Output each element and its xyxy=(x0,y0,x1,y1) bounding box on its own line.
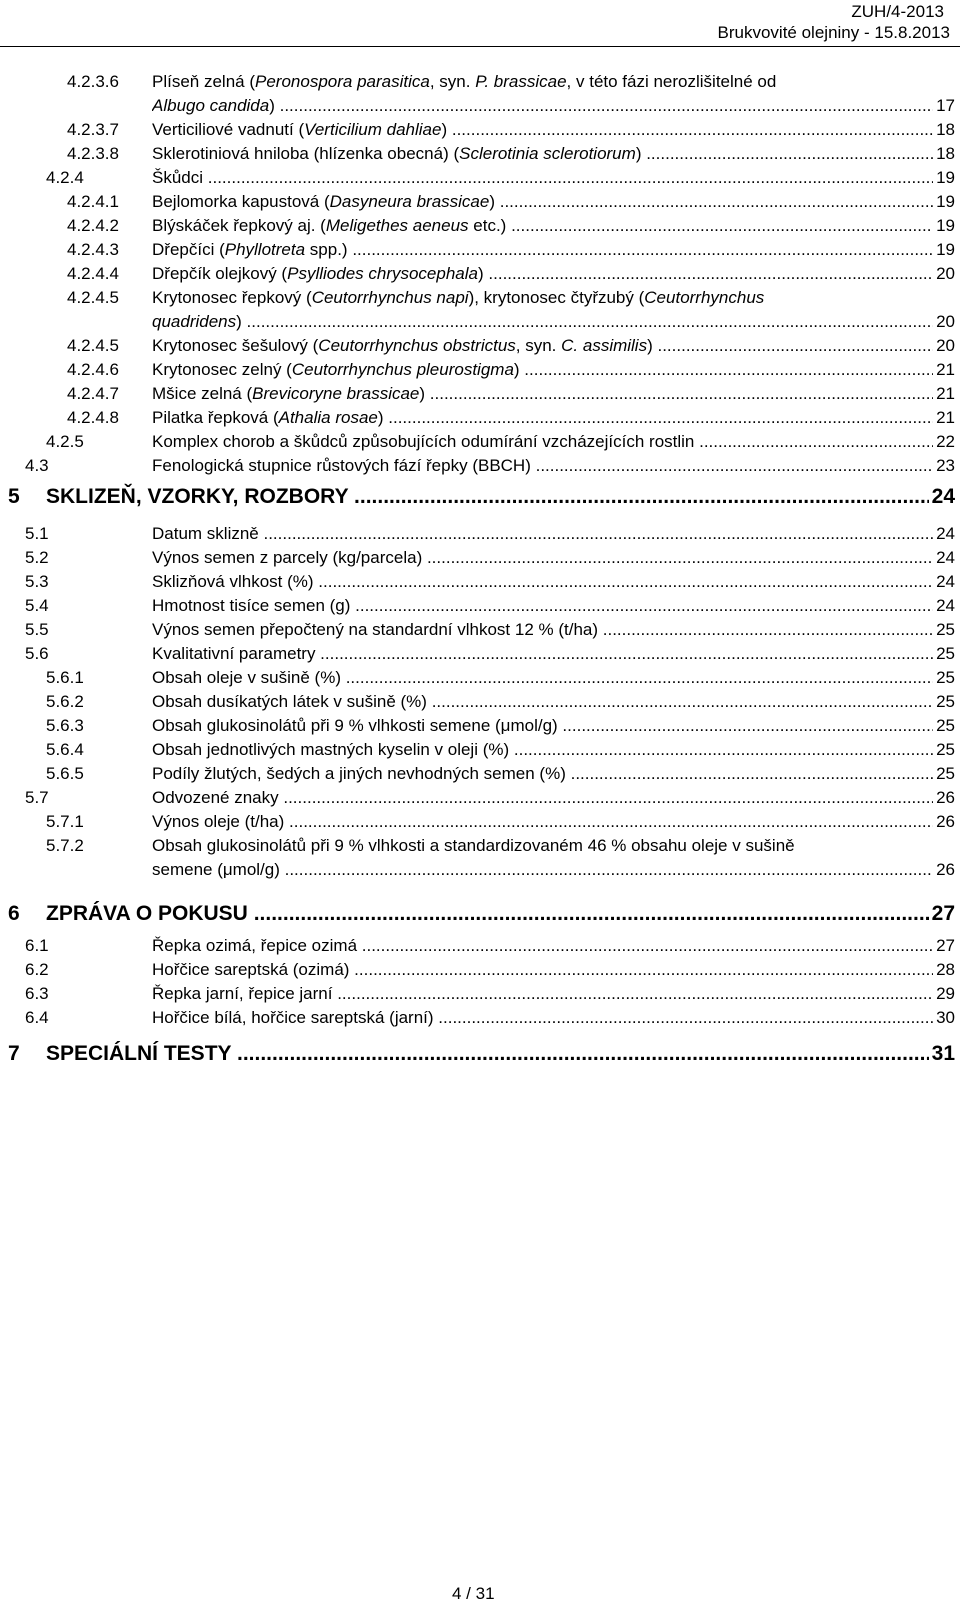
document-subtitle: Brukvovité olejniny - 15.8.2013 xyxy=(717,23,950,42)
entry-text-segment: ZPRÁVA O POKUSU xyxy=(46,902,248,925)
entry-text-segment: ) xyxy=(377,408,384,427)
header-divider xyxy=(0,46,960,47)
entry-number: 6.3 xyxy=(25,984,49,1003)
toc-entry[interactable] xyxy=(0,738,960,762)
entry-page: 19 xyxy=(933,214,955,238)
entry-title xyxy=(152,454,955,478)
entry-text-segment: Škůdci xyxy=(152,168,204,187)
entry-page: 25 xyxy=(933,690,955,714)
entry-text-segment: SPECIÁLNÍ TESTY xyxy=(46,1042,232,1065)
entry-page: 25 xyxy=(933,738,955,762)
entry-number: 4.2.3.6 xyxy=(67,72,119,91)
entry-page: 18 xyxy=(933,142,955,166)
entry-number: 5.7.2 xyxy=(46,836,84,855)
entry-number: 6 xyxy=(8,902,20,925)
entry-number: 5.7 xyxy=(25,788,49,807)
entry-number: 4.2.4.1 xyxy=(67,192,119,211)
entry-text-segment: Bejlomorka kapustová ( xyxy=(152,192,330,211)
entry-text-segment: ), krytonosec čtyřzubý ( xyxy=(468,288,645,307)
entry-title xyxy=(152,618,955,642)
entry-number: 6.4 xyxy=(25,1008,49,1027)
entry-number: 4.3 xyxy=(25,456,49,475)
toc-entry[interactable] xyxy=(0,900,960,928)
entry-title xyxy=(152,714,955,738)
entry-page: 20 xyxy=(933,262,955,286)
entry-title xyxy=(152,570,955,594)
entry-text-segment: ) xyxy=(635,144,642,163)
entry-title xyxy=(152,238,955,262)
entry-number: 5.6 xyxy=(25,644,49,663)
toc-entry[interactable] xyxy=(0,334,960,358)
entry-text-segment: Výnos semen přepočtený na standardní vlhkost 12 % (t/ha) xyxy=(152,620,599,639)
entry-title xyxy=(152,262,955,286)
entry-text-segment: spp.) xyxy=(305,240,348,259)
entry-number: 5.6.2 xyxy=(46,692,84,711)
toc-entry[interactable] xyxy=(0,406,960,430)
entry-text-segment: Výnos semen z parcely (kg/parcela) xyxy=(152,548,423,567)
entry-number: 5.3 xyxy=(25,572,49,591)
entry-text-segment: Blýskáček řepkový aj. ( xyxy=(152,216,326,235)
toc-entry[interactable] xyxy=(0,934,960,958)
toc-entry[interactable] xyxy=(0,70,960,118)
entry-text-segment: Obsah dusíkatých látek v sušině (%) xyxy=(152,692,427,711)
entry-text-segment: Phyllotreta xyxy=(224,240,306,259)
toc-entry[interactable] xyxy=(0,834,960,882)
entry-text-segment: C. assimilis xyxy=(561,336,648,355)
entry-page: 27 xyxy=(933,934,955,958)
entry-number: 5.6.3 xyxy=(46,716,84,735)
toc-entry[interactable] xyxy=(0,238,960,262)
entry-number: 5.4 xyxy=(25,596,49,615)
entry-text-segment: Komplex chorob a škůdců způsobujících odumírání vzcházejících rostlin xyxy=(152,432,695,451)
entry-text-segment: Athalia rosae xyxy=(278,408,378,427)
entry-text-segment: Datum sklizně xyxy=(152,524,259,543)
entry-number: 4.2.5 xyxy=(46,432,84,451)
entry-page: 17 xyxy=(933,94,955,118)
entry-number: 5.7.1 xyxy=(46,812,84,831)
entry-title xyxy=(152,690,955,714)
entry-text-segment: Krytonosec zelný ( xyxy=(152,360,292,379)
entry-text-segment: Odvozené znaky xyxy=(152,788,279,807)
toc-entry[interactable] xyxy=(0,214,960,238)
toc-entry[interactable] xyxy=(0,262,960,286)
toc-entry[interactable] xyxy=(0,166,960,190)
entry-number: 6.2 xyxy=(25,960,49,979)
toc-entry[interactable] xyxy=(0,382,960,406)
entry-text-segment: Sclerotinia sclerotiorum xyxy=(459,144,636,163)
entry-number: 7 xyxy=(8,1042,20,1065)
entry-page: 25 xyxy=(933,618,955,642)
entry-number: 6.1 xyxy=(25,936,49,955)
entry-page: 26 xyxy=(933,810,955,834)
entry-text-segment: Obsah jednotlivých mastných kyselin v oleji (%) xyxy=(152,740,510,759)
entry-text-segment: Pilatka řepková ( xyxy=(152,408,279,427)
toc-entry[interactable] xyxy=(0,666,960,690)
entry-page: 30 xyxy=(933,1006,955,1030)
toc-entry[interactable] xyxy=(0,642,960,666)
toc-entry[interactable] xyxy=(0,714,960,738)
entry-title xyxy=(152,642,955,666)
entry-page: 19 xyxy=(933,166,955,190)
entry-number: 5.2 xyxy=(25,548,49,567)
entry-title xyxy=(152,190,955,214)
entry-page: 24 xyxy=(933,522,955,546)
entry-text-segment: P. brassicae xyxy=(475,72,567,91)
entry-title xyxy=(152,334,955,358)
entry-text-segment: Hmotnost tisíce semen (g) xyxy=(152,596,351,615)
entry-title xyxy=(152,786,955,810)
entry-text-segment: ) xyxy=(269,96,275,115)
toc-entry[interactable] xyxy=(0,618,960,642)
entry-number: 5.6.4 xyxy=(46,740,84,759)
toc-entry[interactable] xyxy=(0,546,960,570)
entry-title xyxy=(152,358,955,382)
toc-entry[interactable] xyxy=(0,570,960,594)
entry-page: 26 xyxy=(933,858,955,882)
entry-text-segment: Kvalitativní parametry xyxy=(152,644,316,663)
entry-page: 25 xyxy=(933,714,955,738)
entry-page: 21 xyxy=(933,406,955,430)
entry-page: 21 xyxy=(933,382,955,406)
entry-page: 19 xyxy=(933,238,955,262)
entry-text-segment: Psylliodes chrysocephala xyxy=(287,264,478,283)
entry-page: 25 xyxy=(933,762,955,786)
entry-number: 4.2.4.8 xyxy=(67,408,119,427)
entry-number: 4.2.4.5 xyxy=(67,336,119,355)
entry-title xyxy=(46,483,955,511)
entry-page: 23 xyxy=(933,454,955,478)
entry-number: 5.1 xyxy=(25,524,49,543)
entry-number: 5.6.1 xyxy=(46,668,84,687)
entry-page: 25 xyxy=(933,642,955,666)
entry-page: 29 xyxy=(933,982,955,1006)
entry-text-segment: ) xyxy=(647,336,653,355)
entry-text-segment: Fenologická stupnice růstových fází řepky (BBCH) xyxy=(152,456,531,475)
toc-entry[interactable] xyxy=(0,358,960,382)
toc-entry[interactable] xyxy=(0,454,960,478)
entry-text-segment: Meligethes aeneus xyxy=(325,216,469,235)
toc-entry[interactable] xyxy=(0,690,960,714)
entry-page: 27 xyxy=(929,900,955,928)
entry-title xyxy=(152,166,955,190)
entry-title xyxy=(152,762,955,786)
entry-text-segment: , syn. xyxy=(429,72,476,91)
entry-page: 31 xyxy=(929,1040,955,1068)
entry-page: 19 xyxy=(933,190,955,214)
entry-page: 24 xyxy=(929,483,955,511)
entry-text-segment: Podíly žlutých, šedých a jiných nevhodných semen (%) xyxy=(152,764,566,783)
toc-entry[interactable] xyxy=(0,958,960,982)
toc-entry[interactable] xyxy=(0,1040,960,1068)
entry-text-segment: ) xyxy=(236,312,242,331)
entry-page: 18 xyxy=(933,118,955,142)
entry-title xyxy=(152,810,955,834)
toc-entry[interactable] xyxy=(0,594,960,618)
document-code: ZUH/4-2013 xyxy=(851,2,944,21)
entry-number: 4.2.4.2 xyxy=(67,216,119,235)
entry-text-segment: ) xyxy=(419,384,426,403)
entry-text-segment: Hořčice bílá, hořčice sareptská (jarní) xyxy=(152,1008,434,1027)
toc-entry[interactable] xyxy=(0,1006,960,1030)
entry-text-segment: etc.) xyxy=(468,216,507,235)
entry-title xyxy=(152,286,955,310)
entry-page: 28 xyxy=(933,958,955,982)
entry-page: 21 xyxy=(933,358,955,382)
entry-text-segment: semene (μmol/g) xyxy=(152,860,280,879)
entry-title-continued xyxy=(152,310,955,334)
entry-title-continued xyxy=(152,858,955,882)
entry-text-segment: Plíseň zelná ( xyxy=(152,72,255,91)
toc-entry[interactable] xyxy=(0,762,960,786)
entry-title xyxy=(152,546,955,570)
entry-text-segment: Ceutorrhynchus napi xyxy=(311,288,469,307)
entry-text-segment: quadridens xyxy=(152,312,237,331)
entry-text-segment: Řepka ozimá, řepice ozimá xyxy=(152,936,358,955)
entry-title xyxy=(152,214,955,238)
entry-title xyxy=(152,382,955,406)
entry-text-segment: Ceutorrhynchus pleurostigma xyxy=(291,360,514,379)
entry-title xyxy=(152,1006,955,1030)
entry-text-segment: , syn. xyxy=(515,336,562,355)
toc-entry[interactable] xyxy=(0,810,960,834)
entry-page: 26 xyxy=(933,786,955,810)
toc-entry[interactable] xyxy=(0,430,960,454)
entry-title xyxy=(46,1040,955,1068)
entry-page: 24 xyxy=(933,570,955,594)
entry-text-segment: ) xyxy=(513,360,520,379)
entry-number: 4.2.4 xyxy=(46,168,84,187)
toc-entry[interactable] xyxy=(0,190,960,214)
entry-text-segment: Dřepčík olejkový ( xyxy=(152,264,288,283)
entry-text-segment: Mšice zelná ( xyxy=(152,384,253,403)
entry-number: 4.2.4.4 xyxy=(67,264,119,283)
page-number: 4 / 31 xyxy=(452,1584,495,1603)
entry-text-segment: Sklizňová vlhkost (%) xyxy=(152,572,314,591)
entry-text-segment: Obsah glukosinolátů při 9 % vlhkosti a standardizovaném 46 % obsahu oleje v sušině xyxy=(152,836,795,855)
entry-text-segment: Výnos oleje (t/ha) xyxy=(152,812,285,831)
entry-text-segment: Hořčice sareptská (ozimá) xyxy=(152,960,350,979)
entry-number: 5.6.5 xyxy=(46,764,84,783)
entry-number: 4.2.3.8 xyxy=(67,144,119,163)
entry-text-segment: Brevicoryne brassicae xyxy=(252,384,420,403)
entry-text-segment: Verticilium dahliae xyxy=(304,120,442,139)
entry-text-segment: ) xyxy=(489,192,496,211)
entry-page: 20 xyxy=(933,334,955,358)
entry-text-segment: Verticiliové vadnutí ( xyxy=(152,120,305,139)
entry-text-segment: Dasyneura brassicae xyxy=(329,192,490,211)
entry-title xyxy=(152,406,955,430)
entry-title xyxy=(152,666,955,690)
entry-number: 4.2.4.7 xyxy=(67,384,119,403)
toc-entry[interactable] xyxy=(0,286,960,334)
entry-title xyxy=(152,834,955,858)
entry-number: 4.2.4.5 xyxy=(67,288,119,307)
entry-page: 24 xyxy=(933,546,955,570)
toc-entry[interactable] xyxy=(0,483,960,511)
entry-text-segment: Řepka jarní, řepice jarní xyxy=(152,984,333,1003)
entry-text-segment: Ceutorrhynchus xyxy=(644,288,765,307)
entry-title xyxy=(152,958,955,982)
entry-title xyxy=(152,142,955,166)
entry-title xyxy=(152,118,955,142)
entry-text-segment: Peronospora parasitica xyxy=(255,72,430,91)
entry-page: 25 xyxy=(933,666,955,690)
entry-text-segment: ) xyxy=(441,120,448,139)
entry-text-segment: Krytonosec šešulový ( xyxy=(152,336,319,355)
entry-page: 20 xyxy=(933,310,955,334)
entry-title xyxy=(152,430,955,454)
toc-entry[interactable] xyxy=(0,786,960,810)
entry-title xyxy=(152,522,955,546)
entry-number: 5.5 xyxy=(25,620,49,639)
toc-entry[interactable] xyxy=(0,982,960,1006)
entry-title xyxy=(152,70,955,94)
entry-title xyxy=(152,738,955,762)
entry-text-segment: , v této fázi nerozlišitelné od xyxy=(566,72,777,91)
entry-page: 22 xyxy=(933,430,955,454)
entry-text-segment: Krytonosec řepkový ( xyxy=(152,288,312,307)
entry-page: 24 xyxy=(933,594,955,618)
entry-text-segment: SKLIZEŇ, VZORKY, ROZBORY xyxy=(46,485,349,508)
entry-number: 4.2.4.6 xyxy=(67,360,119,379)
entry-text-segment: Albugo candida xyxy=(152,96,270,115)
entry-text-segment: Sklerotiniová hniloba (hlízenka obecná) ( xyxy=(152,144,460,163)
entry-title xyxy=(152,594,955,618)
entry-title xyxy=(152,982,955,1006)
entry-title xyxy=(152,934,955,958)
entry-title xyxy=(46,900,955,928)
entry-text-segment: ) xyxy=(478,264,484,283)
toc-entry[interactable] xyxy=(0,522,960,546)
entry-number: 5 xyxy=(8,485,20,508)
entry-text-segment: Dřepčíci ( xyxy=(152,240,225,259)
entry-title-continued xyxy=(152,94,955,118)
entry-text-segment: Obsah glukosinolátů při 9 % vlhkosti semene (μmol/g) xyxy=(152,716,558,735)
entry-number: 4.2.3.7 xyxy=(67,120,119,139)
toc-entry[interactable] xyxy=(0,142,960,166)
toc-entry[interactable] xyxy=(0,118,960,142)
entry-text-segment: Obsah oleje v sušině (%) xyxy=(152,668,341,687)
entry-text-segment: Ceutorrhynchus obstrictus xyxy=(318,336,516,355)
entry-number: 4.2.4.3 xyxy=(67,240,119,259)
